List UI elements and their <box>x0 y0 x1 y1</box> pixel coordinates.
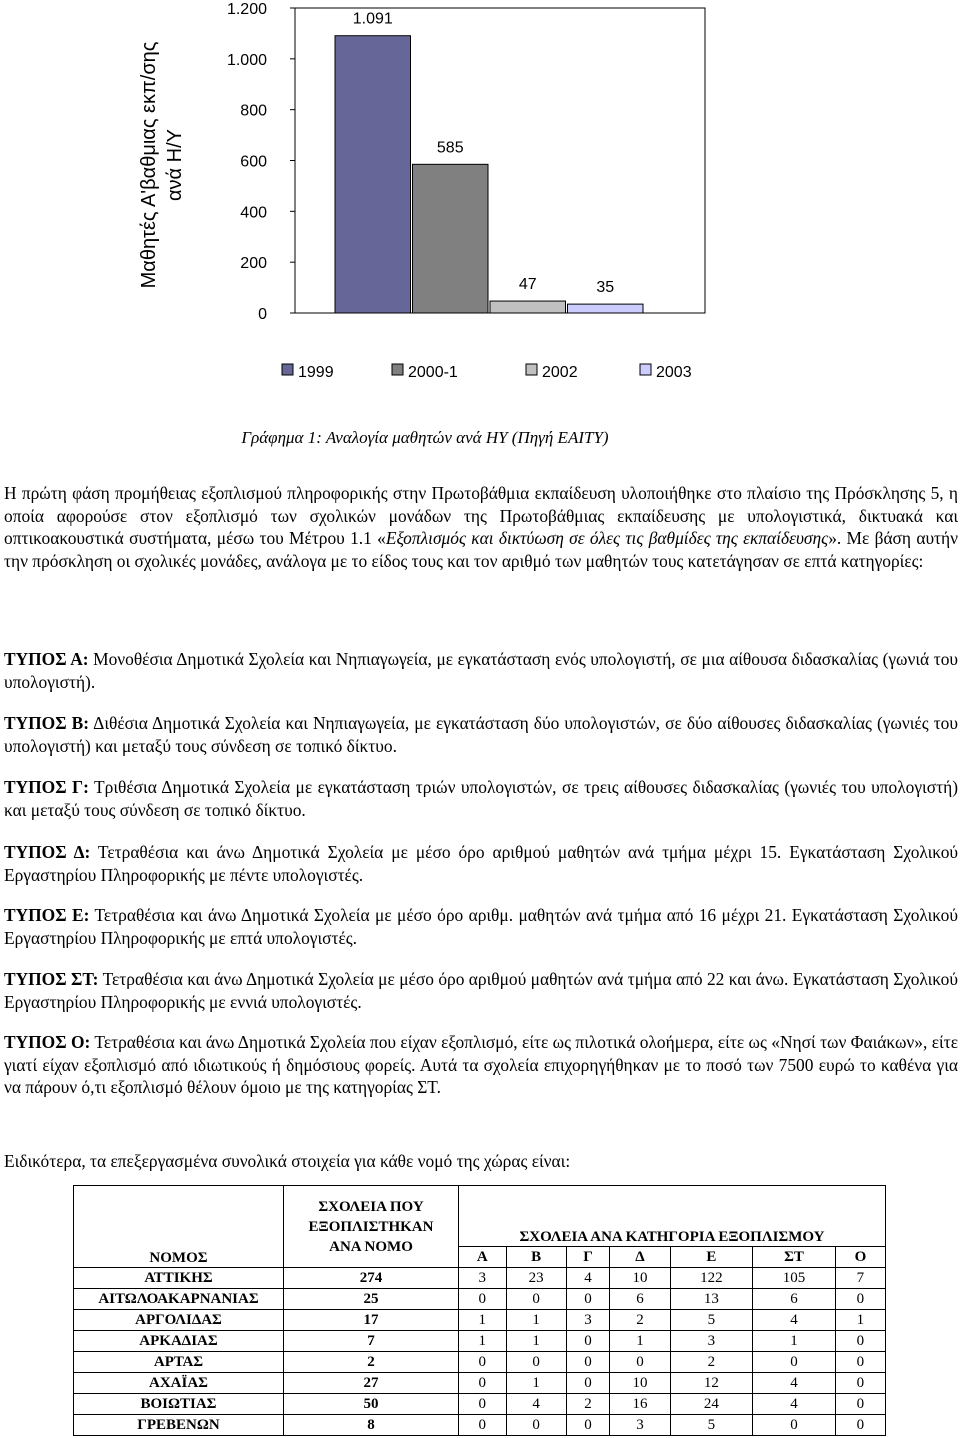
category-count: 7 <box>835 1268 885 1289</box>
type-o-paragraph <box>4 1031 958 1099</box>
bar-2000-1 <box>413 164 489 313</box>
y-tick-label: 1.200 <box>226 1 267 18</box>
category-count: 23 <box>506 1268 566 1289</box>
category-count: 0 <box>835 1352 885 1373</box>
measure-title: Εξοπλισμός και δικτύωση σε όλες τις βαθμίδες της εκπαίδευσης <box>385 528 829 549</box>
legend-swatch-2003 <box>640 364 651 375</box>
type-g-label: ΤΥΠΟΣ Γ: <box>4 777 89 797</box>
chart-caption: Γράφημα 1: Αναλογία μαθητών ανά ΗΥ (Πηγή ΕΑΙΤΥ) <box>241 428 609 447</box>
category-count: 10 <box>610 1268 670 1289</box>
category-count: 6 <box>753 1289 836 1310</box>
y-tick-label: 600 <box>240 153 267 171</box>
category-count: 122 <box>670 1268 753 1289</box>
y-tick-label: 200 <box>240 255 267 273</box>
intro-text-a: Η πρώτη φάση προμήθειας εξοπλισμού πληροφορικής στην Πρωτοβάθμια εκπαίδευση υλοποιήθηκε στο πλαίσιο της Πρόσκλησης 5, η οποία αφορούσε στον εξοπλισμό των σχολικών μονάδων της Πρωτοβάθμιας εκπαίδευσης με υπολογιστικά, δικτυακά και οπτικοακουστικά συστήματα, μέσω του Μέτρου 1.1 « <box>4 483 958 549</box>
type-b-label: ΤΥΠΟΣ Β: <box>4 713 90 733</box>
category-count: 0 <box>566 1352 610 1373</box>
category-count: 3 <box>610 1415 670 1436</box>
category-count: 6 <box>610 1289 670 1310</box>
type-st-label: ΤΥΠΟΣ ΣΤ: <box>4 969 99 989</box>
category-count: 0 <box>566 1373 610 1394</box>
nomos-name: ΑΧΑΪΑΣ <box>74 1373 284 1394</box>
type-st-paragraph <box>4 968 958 1013</box>
y-tick-label: 0 <box>258 306 267 323</box>
type-b-text: Διθέσια Δημοτικά Σχολεία και Νηπιαγωγεία, με εγκατάσταση δύο υπολογιστών, σε δύο αίθουσες διδασκαλίας (γωνιές του υπολογιστή) και μεταξύ τους σύνδεση σε τοπικό δίκτυο. <box>4 713 958 756</box>
category-count: 0 <box>459 1289 507 1310</box>
type-e-text: Τετραθέσια και άνω Δημοτικά Σχολεία με μέσο όρο αριθμ. μαθητών ανά τμήμα από 16 μέχρι 21. Εγκατάσταση Σχολικού Εργαστηρίου Πληροφορικής με επτά υπολογιστές. <box>4 905 958 948</box>
category-header: Ε <box>670 1247 753 1268</box>
category-count: 0 <box>506 1352 566 1373</box>
bar-value-label: 585 <box>436 139 464 157</box>
table-row <box>74 1268 886 1289</box>
legend-swatch-2002 <box>526 364 537 375</box>
header-total <box>284 1186 459 1268</box>
category-count: 0 <box>753 1415 836 1436</box>
category-count: 0 <box>835 1331 885 1352</box>
legend-label: 2000-1 <box>408 364 458 381</box>
intro-text-b: ». Με βάση αυτήν την πρόσκληση οι σχολικές μονάδες, ανάλογα με το είδος τους και τον αριθμό των μαθητών τους κατετάγησαν σε επτά κατηγορίες: <box>4 528 958 571</box>
table-row <box>74 1394 886 1415</box>
table-header-row <box>74 1186 886 1247</box>
bar-2002 <box>490 301 566 313</box>
category-count: 0 <box>610 1352 670 1373</box>
type-d-text: Τετραθέσια και άνω Δημοτικά Σχολεία με μέσο όρο αριθμού μαθητών ανά τμήμα μέχρι 15. Εγκατάσταση Σχολικού Εργαστηρίου Πληροφορικής με πέντε υπολογιστές. <box>4 842 958 885</box>
category-count: 12 <box>670 1373 753 1394</box>
type-a-paragraph <box>4 648 958 693</box>
table-row <box>74 1373 886 1394</box>
category-count: 4 <box>753 1373 836 1394</box>
legend-label: 1999 <box>298 364 334 381</box>
type-o-label: ΤΥΠΟΣ Ο: <box>4 1032 91 1052</box>
nomos-total: 50 <box>284 1394 459 1415</box>
category-count: 3 <box>670 1331 753 1352</box>
category-count: 4 <box>506 1394 566 1415</box>
category-count: 2 <box>670 1352 753 1373</box>
category-count: 0 <box>753 1352 836 1373</box>
nomos-name: ΑΡΚΑΔΙΑΣ <box>74 1331 284 1352</box>
category-count: 1 <box>753 1331 836 1352</box>
category-count: 1 <box>610 1331 670 1352</box>
category-count: 0 <box>566 1415 610 1436</box>
header-total-line-1: ΣΧΟΛΕΙΑ ΠΟΥ <box>318 1198 424 1215</box>
nomos-total: 27 <box>284 1373 459 1394</box>
type-d-paragraph <box>4 841 958 886</box>
category-count: 0 <box>566 1289 610 1310</box>
nomos-total: 8 <box>284 1415 459 1436</box>
category-count: 5 <box>670 1310 753 1331</box>
category-count: 10 <box>610 1373 670 1394</box>
nomos-total: 2 <box>284 1352 459 1373</box>
category-count: 2 <box>566 1394 610 1415</box>
bar-1999 <box>335 36 411 313</box>
type-e-label: ΤΥΠΟΣ Ε: <box>4 905 90 925</box>
table-row <box>74 1310 886 1331</box>
bar-2003 <box>568 304 644 313</box>
header-nomos: ΝΟΜΟΣ <box>74 1186 284 1268</box>
category-count: 4 <box>753 1310 836 1331</box>
bar-value-label: 47 <box>518 276 537 294</box>
table-row <box>74 1331 886 1352</box>
category-header: Γ <box>566 1247 610 1268</box>
nomos-name: ΑΡΓΟΛΙΔΑΣ <box>74 1310 284 1331</box>
nomos-total: 17 <box>284 1310 459 1331</box>
category-count: 0 <box>459 1394 507 1415</box>
category-count: 3 <box>566 1310 610 1331</box>
nomos-name: ΑΙΤΩΛΟΑΚΑΡΝΑΝΙΑΣ <box>74 1289 284 1310</box>
category-count: 0 <box>506 1289 566 1310</box>
category-header: Α <box>459 1247 507 1268</box>
legend-label: 2003 <box>656 364 692 381</box>
y-axis-label: Μαθητές Α'βαθμιας εκπ/σης ανά Η/Υ <box>138 41 186 289</box>
header-categories: ΣΧΟΛΕΙΑ ΑΝΑ ΚΑΤΗΓΟΡΙΑ ΕΞΟΠΛΙΣΜΟΥ <box>459 1186 886 1247</box>
type-o-text: Τετραθέσια και άνω Δημοτικά Σχολεία που είχαν εξοπλισμό, είτε ως πιλοτικά ολοήμερα, είτε ως «Νησί των Φαιάκων», είτε γιατί είχαν εξοπλισμό από ιδιωτικούς ή δημόσιους φορείς. Αυτά τα σχολεία επιχορηγήθηκαν με το ποσό των 7500 ευρώ το καθένα για να πάρουν ό,τι εξοπλισμό θέλουν όμοιο με της κατηγορίας ΣΤ. <box>4 1032 959 1098</box>
category-count: 1 <box>506 1331 566 1352</box>
category-count: 4 <box>753 1394 836 1415</box>
type-d-label: ΤΥΠΟΣ Δ: <box>4 842 91 862</box>
category-header: Ο <box>835 1247 885 1268</box>
legend-swatch-2000-1 <box>392 364 403 375</box>
type-a-text: Μονοθέσια Δημοτικά Σχολεία και Νηπιαγωγεία, με εγκατάσταση ενός υπολογιστή, σε μια αίθουσα διδασκαλίας (γωνιά του υπολογιστή). <box>4 649 958 692</box>
bar-chart <box>0 0 960 400</box>
category-count: 1 <box>459 1331 507 1352</box>
y-tick-label: 1.000 <box>226 51 267 69</box>
nomos-total: 25 <box>284 1289 459 1310</box>
nomos-name: ΑΡΤΑΣ <box>74 1352 284 1373</box>
category-count: 0 <box>835 1373 885 1394</box>
table-row <box>74 1352 886 1373</box>
type-g-text: Τριθέσια Δημοτικά Σχολεία με εγκατάσταση τριών υπολογιστών, σε τρεις αίθουσες διδασκαλίας (γωνιές του υπολογιστή) και μεταξύ τους σύνδεση σε τοπικό δίκτυο. <box>4 777 958 820</box>
category-count: 0 <box>506 1415 566 1436</box>
category-header: Β <box>506 1247 566 1268</box>
category-header: ΣΤ <box>753 1247 836 1268</box>
category-count: 1 <box>506 1310 566 1331</box>
category-count: 105 <box>753 1268 836 1289</box>
category-count: 0 <box>835 1394 885 1415</box>
category-count: 0 <box>459 1415 507 1436</box>
category-count: 16 <box>610 1394 670 1415</box>
category-count: 13 <box>670 1289 753 1310</box>
nomos-name: ΑΤΤΙΚΗΣ <box>74 1268 284 1289</box>
category-count: 4 <box>566 1268 610 1289</box>
schools-table <box>73 1185 886 1436</box>
type-st-text: Τετραθέσια και άνω Δημοτικά Σχολεία με μέσο όρο αριθμού μαθητών ανά τμήμα από 22 και άνω. Εγκατάσταση Σχολικού Εργαστηρίου Πληροφορικής με εννιά υπολογιστές. <box>4 969 958 1012</box>
category-count: 1 <box>506 1373 566 1394</box>
nomos-name: ΓΡΕΒΕΝΩΝ <box>74 1415 284 1436</box>
legend-label: 2002 <box>542 364 578 381</box>
y-tick-label: 400 <box>240 204 267 222</box>
nomos-total: 274 <box>284 1268 459 1289</box>
chart-svg <box>0 0 960 400</box>
nomos-total: 7 <box>284 1331 459 1352</box>
type-e-paragraph <box>4 904 958 949</box>
category-count: 5 <box>670 1415 753 1436</box>
category-header: Δ <box>610 1247 670 1268</box>
table-intro: Ειδικότερα, τα επεξεργασμένα συνολικά στοιχεία για κάθε νομό της χώρας είναι: <box>4 1151 571 1171</box>
category-count: 1 <box>459 1310 507 1331</box>
intro-paragraph <box>4 482 958 572</box>
category-count: 0 <box>835 1415 885 1436</box>
category-count: 24 <box>670 1394 753 1415</box>
bar-value-label: 1.091 <box>352 10 393 28</box>
type-g-paragraph <box>4 776 958 821</box>
legend-swatch-1999 <box>282 364 293 375</box>
category-count: 2 <box>610 1310 670 1331</box>
category-count: 0 <box>459 1352 507 1373</box>
nomos-name: ΒΟΙΩΤΙΑΣ <box>74 1394 284 1415</box>
category-count: 0 <box>566 1331 610 1352</box>
table-row <box>74 1415 886 1436</box>
header-total-line-2: ΕΞΟΠΛΙΣΤΗΚΑΝ <box>308 1218 434 1235</box>
category-count: 3 <box>459 1268 507 1289</box>
category-count: 0 <box>835 1289 885 1310</box>
type-b-paragraph <box>4 712 958 757</box>
y-tick-label: 800 <box>240 102 267 120</box>
category-count: 1 <box>835 1310 885 1331</box>
category-count: 0 <box>459 1373 507 1394</box>
type-a-label: ΤΥΠΟΣ Α: <box>4 649 89 669</box>
bar-value-label: 35 <box>596 279 615 297</box>
table-row <box>74 1289 886 1310</box>
header-total-line-3: ΑΝΑ ΝΟΜΟ <box>329 1238 413 1255</box>
